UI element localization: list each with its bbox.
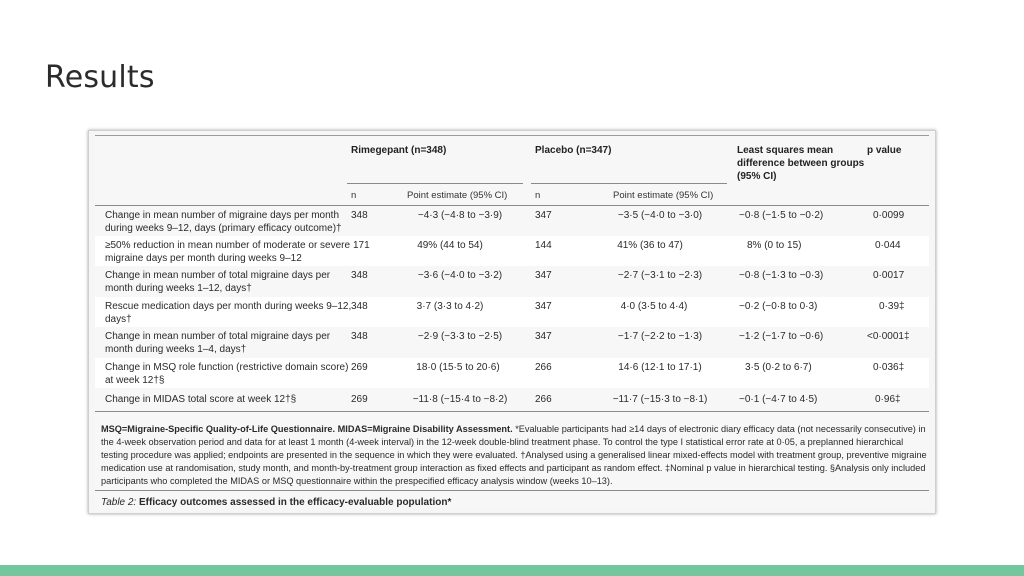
placebo-n: 144 [535, 240, 552, 251]
ls-diff: −0·2 (−0·8 to 0·3) [739, 301, 818, 312]
subheader-placebo-estimate: Point estimate (95% CI) [613, 190, 714, 201]
rim-n: 348 [351, 210, 368, 221]
table-footnote [101, 423, 929, 488]
placebo-estimate: 41% (36 to 47) [617, 240, 683, 251]
p-value: 0·0099 [873, 210, 905, 221]
row-label: Change in mean number of total migraine days per [105, 270, 331, 281]
bottom-accent-bar [0, 565, 1024, 576]
table-top-rule [95, 135, 929, 136]
row-label-cont: month during weeks 1–4, days† [105, 344, 247, 355]
rim-estimate: −2·9 (−3·3 to −2·5) [417, 331, 503, 342]
placebo-estimate: 4·0 (3·5 to 4·4) [620, 301, 688, 312]
header-ls-mean-2: difference between groups [737, 158, 865, 169]
ls-diff: 8% (0 to 15) [747, 240, 802, 251]
rim-estimate: 49% (44 to 54) [417, 240, 483, 251]
ls-diff: 3·5 (0·2 to 6·7) [745, 362, 812, 373]
p-value: <0·0001‡ [867, 331, 910, 342]
row-label-cont: migraine days per month during weeks 9–12 [105, 253, 302, 264]
rim-n: 348 [351, 301, 368, 312]
p-value: 0·0017 [873, 270, 905, 281]
subheader-rim-n: n [351, 190, 357, 201]
footnote-abbreviations: MSQ=Migraine-Specific Quality-of-Life Questionnaire. MIDAS=Migraine Disability Assessment. [101, 424, 513, 434]
rim-estimate: −4·3 (−4·8 to −3·9) [417, 210, 503, 221]
ls-diff: −0·8 (−1·5 to −0·2) [739, 210, 824, 221]
row-label: Change in mean number of migraine days per month [105, 210, 340, 221]
placebo-estimate: −3·5 (−4·0 to −3·0) [617, 210, 703, 221]
rim-estimate: 18·0 (15·5 to 20·6) [416, 362, 500, 373]
table-caption [101, 497, 451, 508]
placebo-estimate: −1·7 (−2·2 to −1·3) [617, 331, 703, 342]
row-label: Change in MIDAS total score at week 12†§ [105, 394, 297, 405]
body-bottom-rule [95, 411, 929, 412]
ls-diff: −0·1 (−4·7 to 4·5) [739, 394, 818, 405]
header-placebo: Placebo (n=347) [535, 145, 612, 156]
row-label: Rescue medication days per month during weeks 9–12, [105, 301, 352, 312]
placebo-n: 347 [535, 270, 552, 281]
rim-n: 171 [353, 240, 370, 251]
caption-text: Efficacy outcomes assessed in the efficacy-evaluable population* [139, 497, 452, 508]
p-value: 0·39‡ [879, 301, 905, 312]
efficacy-table-figure [88, 130, 936, 514]
placebo-estimate: 14·6 (12·1 to 17·1) [618, 362, 702, 373]
placebo-estimate: −11·7 (−15·3 to −8·1) [612, 394, 708, 405]
row-label-cont: month during weeks 1–12, days† [105, 283, 252, 294]
subheader-rim-estimate: Point estimate (95% CI) [407, 190, 508, 201]
row-label-cont: days† [105, 314, 132, 325]
header-ls-mean-1: Least squares mean [737, 145, 834, 156]
placebo-n: 347 [535, 301, 552, 312]
row-label-cont: during weeks 9–12, days (primary efficacy outcome)† [105, 223, 342, 234]
row-label-cont: at week 12†§ [105, 375, 165, 386]
row-label: Change in MSQ role function (restrictive domain score) [105, 362, 349, 373]
ls-diff: −0·8 (−1·3 to −0·3) [739, 270, 824, 281]
caption-rule [95, 490, 929, 491]
rim-n: 348 [351, 270, 368, 281]
table-inner [95, 135, 929, 509]
rim-estimate: −3·6 (−4·0 to −3·2) [417, 270, 503, 281]
rim-n: 269 [351, 394, 368, 405]
row-label: Change in mean number of total migraine days per [105, 331, 331, 342]
placebo-n: 266 [535, 362, 552, 373]
p-value: 0·044 [875, 240, 901, 251]
placebo-n: 266 [535, 394, 552, 405]
subheader-placebo-n: n [535, 190, 541, 201]
placebo-n: 347 [535, 331, 552, 342]
placebo-group-rule [531, 183, 727, 184]
footnote-body: *Evaluable participants had ≥14 days of electronic diary efficacy data (not necessarily consecutive) in the 4-week observation period and data for at least 1 month (4-week interval) in the 12-week double-blind treatment phase. To control the type I statistical error rate at 0·05, a preplanned hierarchical testing procedure was applied; endpoints are presented in the sequence in which they were evaluated. †Analysed using a generalised linear mixed-effects model with treatment group, preventive migraine medication use at randomisation, study month, and month-by-treatment group interaction as fixed effects and participant as random effect. ‡Nominal p value in hierarchical testing. §Analysis only included participants who completed the MIDAS or MSQ questionnaire within the prespecified efficacy analysis window (weeks 10–13). [101, 424, 927, 486]
rim-n: 348 [351, 331, 368, 342]
header-bottom-rule [95, 205, 929, 206]
header-rimegepant: Rimegepant (n=348) [351, 145, 447, 156]
placebo-n: 347 [535, 210, 552, 221]
caption-label: Table 2: [101, 497, 137, 508]
placebo-estimate: −2·7 (−3·1 to −2·3) [617, 270, 703, 281]
slide-title: Results [45, 60, 155, 95]
header-ls-mean-3: (95% CI) [737, 171, 777, 182]
p-value: 0·036‡ [873, 362, 905, 373]
rim-estimate: −11·8 (−15·4 to −8·2) [412, 394, 508, 405]
rimegepant-group-rule [347, 183, 523, 184]
row-label: ≥50% reduction in mean number of moderate or severe [105, 240, 351, 251]
rim-n: 269 [351, 362, 368, 373]
header-p-value: p value [867, 145, 902, 156]
p-value: 0·96‡ [875, 394, 901, 405]
ls-diff: −1·2 (−1·7 to −0·6) [739, 331, 824, 342]
rim-estimate: 3·7 (3·3 to 4·2) [416, 301, 484, 312]
